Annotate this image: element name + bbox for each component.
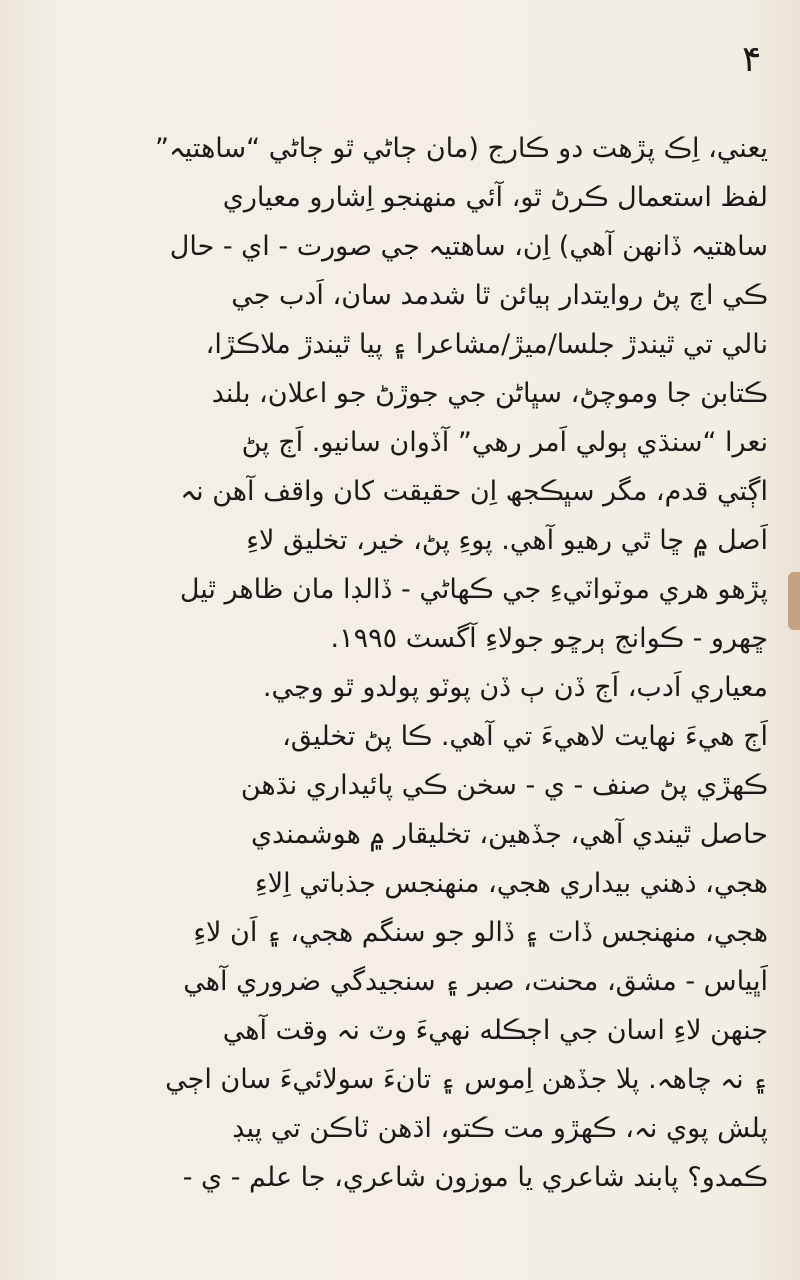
text-line: معياري اَدب، اَڄ ڏن ٻ ڏن پوٽو پولدو ٿو وڃي. bbox=[262, 672, 768, 703]
text-line: نالي تي ٿيندڙ جلسا/ميڙ/مشاعرا ۽ پيا ٿيندڙ ملاڪڙا، bbox=[205, 329, 768, 360]
text-line: ڇهرو - ڪوانج ٻرڇو جولاءِ آگسٽ ١٩٩٥. bbox=[330, 623, 768, 654]
text-line: حاصل ٿيندي آهي، جڏهين، تخليقار ۾ هوشمندي bbox=[250, 819, 768, 850]
text-line: لفظ استعمال ڪرڻ ٿو، آئي منهنجو اِشارو معياري bbox=[222, 182, 768, 213]
text-line: پڙهو هري موٽواٽيءِ جي ڪهاڻي - ڏالڊا مان ظاهر ٿيل bbox=[179, 574, 768, 605]
text-line: ڪهڙي پڻ صنف - ي - سخن ڪي پائيداري نڌهن bbox=[240, 770, 768, 801]
text-line: هجي، منهنجس ڏات ۽ ڏالو جو سنگم هجي، ۽ اَن لاءِ bbox=[193, 917, 768, 948]
text-line: هجي، ذهني بيداري هجي، منهنجس جذباتي اِلاءِ bbox=[255, 868, 768, 899]
text-line: ڪتابن جا وموچڻ، سڀاڻن جي جوڙڻ جو اعلان، بلند bbox=[211, 378, 768, 409]
text-line: ڪي اڄ پڻ روايتدار ٻيائن ٿا شدمد سان، اَدب جي bbox=[231, 280, 768, 311]
text-line: پلش پوي نہ، ڪهڙو مت ڪتو، اڌهن ٽاڪن تي پيڊ bbox=[232, 1113, 768, 1144]
text-line: جنهن لاءِ اسان جي اڄڪله نهيءَ وٽ نہ وقت آهي bbox=[222, 1015, 768, 1046]
paper-stain bbox=[788, 572, 800, 630]
text-line: اَڄ هيءَ نهايت لاهيءَ تي آهي. ڪا پڻ تخليق، bbox=[282, 721, 768, 752]
text-line: ڪمدو؟ پابند شاعري يا موزون شاعري، جا علم - ي - bbox=[182, 1162, 768, 1193]
text-line: ۽ نہ چاهہ. پلا جڏهن اِموس ۽ تانءَ سولائيءَ سان اڄي bbox=[165, 1064, 768, 1095]
text-line: ساهتيہ ڏانهن آهي) اِن، ساهتيہ جي صورت - اي - حال bbox=[169, 231, 768, 262]
text-line: يعني، اِڪ پڙهت دو ڪارج (مان ڄاڻي ٿو ڄاڻي “ساهتيہ” bbox=[154, 133, 768, 164]
text-line: اَڀياس - مشق، محنت، صبر ۽ سنجيدگي ضروري آهي bbox=[183, 966, 768, 997]
body-text bbox=[32, 124, 768, 1202]
text-line: نعرا “سنڌي ٻولي اَمر رهي” آڏوان سانيو. اَڄ پڻ bbox=[241, 427, 768, 458]
text-line: اڳتي قدم، مگر سڀڪجھ اِن حقيقت کان واقف آهن نہ bbox=[180, 476, 768, 507]
page-number: ۴ bbox=[742, 39, 762, 80]
text-line: اَصل ۾ ڇا ٿي رهيو آهي. پوءِ پڻ، خير، تخليق لاءِ bbox=[246, 525, 768, 556]
